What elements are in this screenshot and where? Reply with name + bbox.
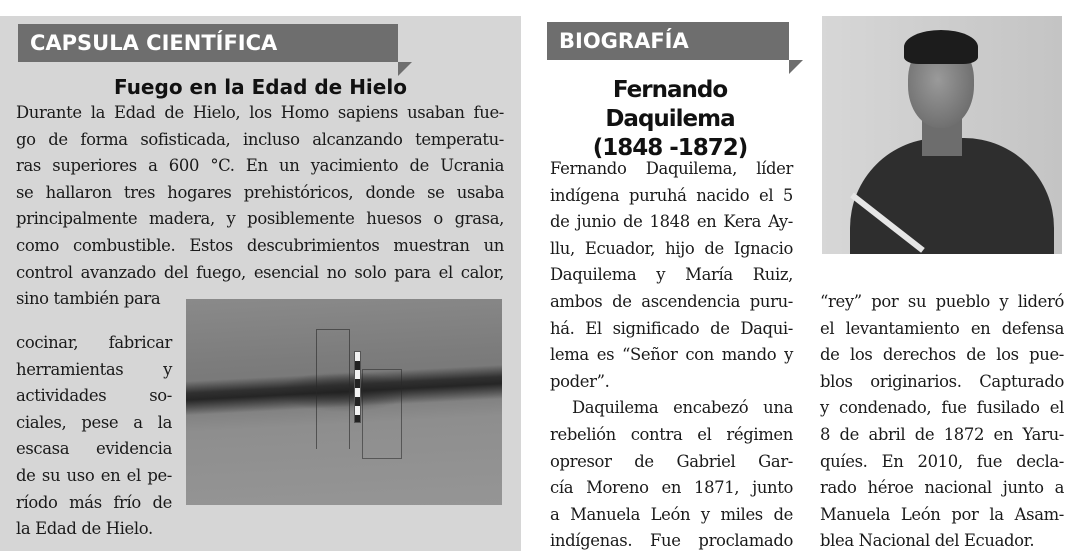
- body-line: el levantamiento en defensa: [820, 318, 1064, 338]
- body-line: Manuela León por la Asam-: [820, 504, 1064, 524]
- body-line: de los derechos de los pue-: [820, 345, 1064, 365]
- biography-years: (1848 -1872): [592, 135, 748, 161]
- body-line: herramientas y: [16, 359, 172, 379]
- body-line: opresor de Gabriel Gar-: [550, 451, 793, 471]
- body-line: blea Nacional del Ecuador.: [820, 531, 1035, 551]
- measuring-scale-bar: [354, 351, 361, 423]
- portrait-hair: [904, 30, 978, 64]
- body-line: Daquilema y María Ruiz,: [550, 265, 793, 285]
- body-line: y condenado, fue fusilado el: [820, 398, 1064, 418]
- body-line: de junio de 1848 en Kera Ay-: [550, 212, 793, 232]
- body-line: poder”.: [550, 371, 610, 391]
- biografia-section-tab: BIOGRAFÍA: [547, 22, 789, 60]
- body-line: rado héroe nacional junto a: [820, 478, 1064, 498]
- body-line: go de forma sofisticada, incluso alcanzando temperatu-: [16, 129, 504, 149]
- body-line: principalmente madera, y posiblemente huesos o grasa,: [16, 209, 504, 229]
- body-line: control avanzado del fuego, esencial no solo para el calor,: [16, 262, 504, 282]
- body-line: llu, Ecuador, hijo de Ignacio: [550, 238, 793, 258]
- daquilema-portrait-photo: [822, 16, 1062, 254]
- body-line: cía Moreno en 1871, junto: [550, 478, 793, 498]
- biografia-title: [547, 76, 793, 163]
- body-line: sino también para: [16, 289, 161, 309]
- body-line: de su uso en el pe-: [16, 465, 172, 485]
- excavation-grid-line: [362, 369, 402, 459]
- biography-column-2: [820, 289, 1064, 551]
- body-line: “rey” por su pueblo y lideró: [820, 292, 1064, 311]
- body-line: indígena puruhá nacido el 5: [550, 185, 793, 205]
- hearth-excavation-photo: [186, 299, 502, 505]
- body-line: 8 de abril de 1872 en Yaru-: [820, 424, 1064, 444]
- body-line: blos originarios. Capturado: [820, 371, 1064, 391]
- body-line: lema es “Señor con mando y: [550, 345, 793, 365]
- biography-column-1: [550, 156, 793, 551]
- capsula-article-body: [16, 100, 504, 313]
- body-line: há. El significado de Daqui-: [550, 318, 793, 338]
- biography-name: Fernando Daquilema: [605, 77, 735, 132]
- body-line: actividades so-: [16, 386, 172, 406]
- body-line: ríodo más frío de: [16, 492, 172, 512]
- body-line: Daquilema encabezó una: [572, 398, 793, 418]
- body-line: la Edad de Hielo.: [16, 519, 153, 539]
- body-line: Durante la Edad de Hielo, los Homo sapiens usaban fue-: [16, 103, 504, 122]
- body-line: como combustible. Estos descubrimientos muestran un: [16, 235, 504, 255]
- capsula-article-title: Fuego en la Edad de Hielo: [114, 75, 407, 99]
- body-line: escasa evidencia: [16, 439, 172, 459]
- body-line: se hallaron tres hogares prehistóricos, donde se usaba: [16, 182, 504, 202]
- capsula-section-tab: CAPSULA CIENTÍFICA: [18, 24, 398, 62]
- body-line: cocinar, fabricar: [16, 333, 172, 352]
- body-line: a Manuela León y miles de: [550, 504, 793, 524]
- body-line: Fernando Daquilema, líder: [550, 159, 793, 178]
- excavation-grid-line: [316, 329, 350, 449]
- body-line: indígenas. Fue proclamado: [550, 531, 793, 551]
- body-line: ambos de ascendencia puru-: [550, 291, 793, 311]
- body-line: rebelión contra el régimen: [550, 424, 793, 444]
- body-line: ras superiores a 600 °C. En un yacimiento de Ucrania: [16, 156, 504, 176]
- capsula-article-continuation: [16, 330, 172, 543]
- body-line: ciales, pese a la: [16, 412, 172, 432]
- body-line: quíes. En 2010, fue decla-: [820, 451, 1064, 471]
